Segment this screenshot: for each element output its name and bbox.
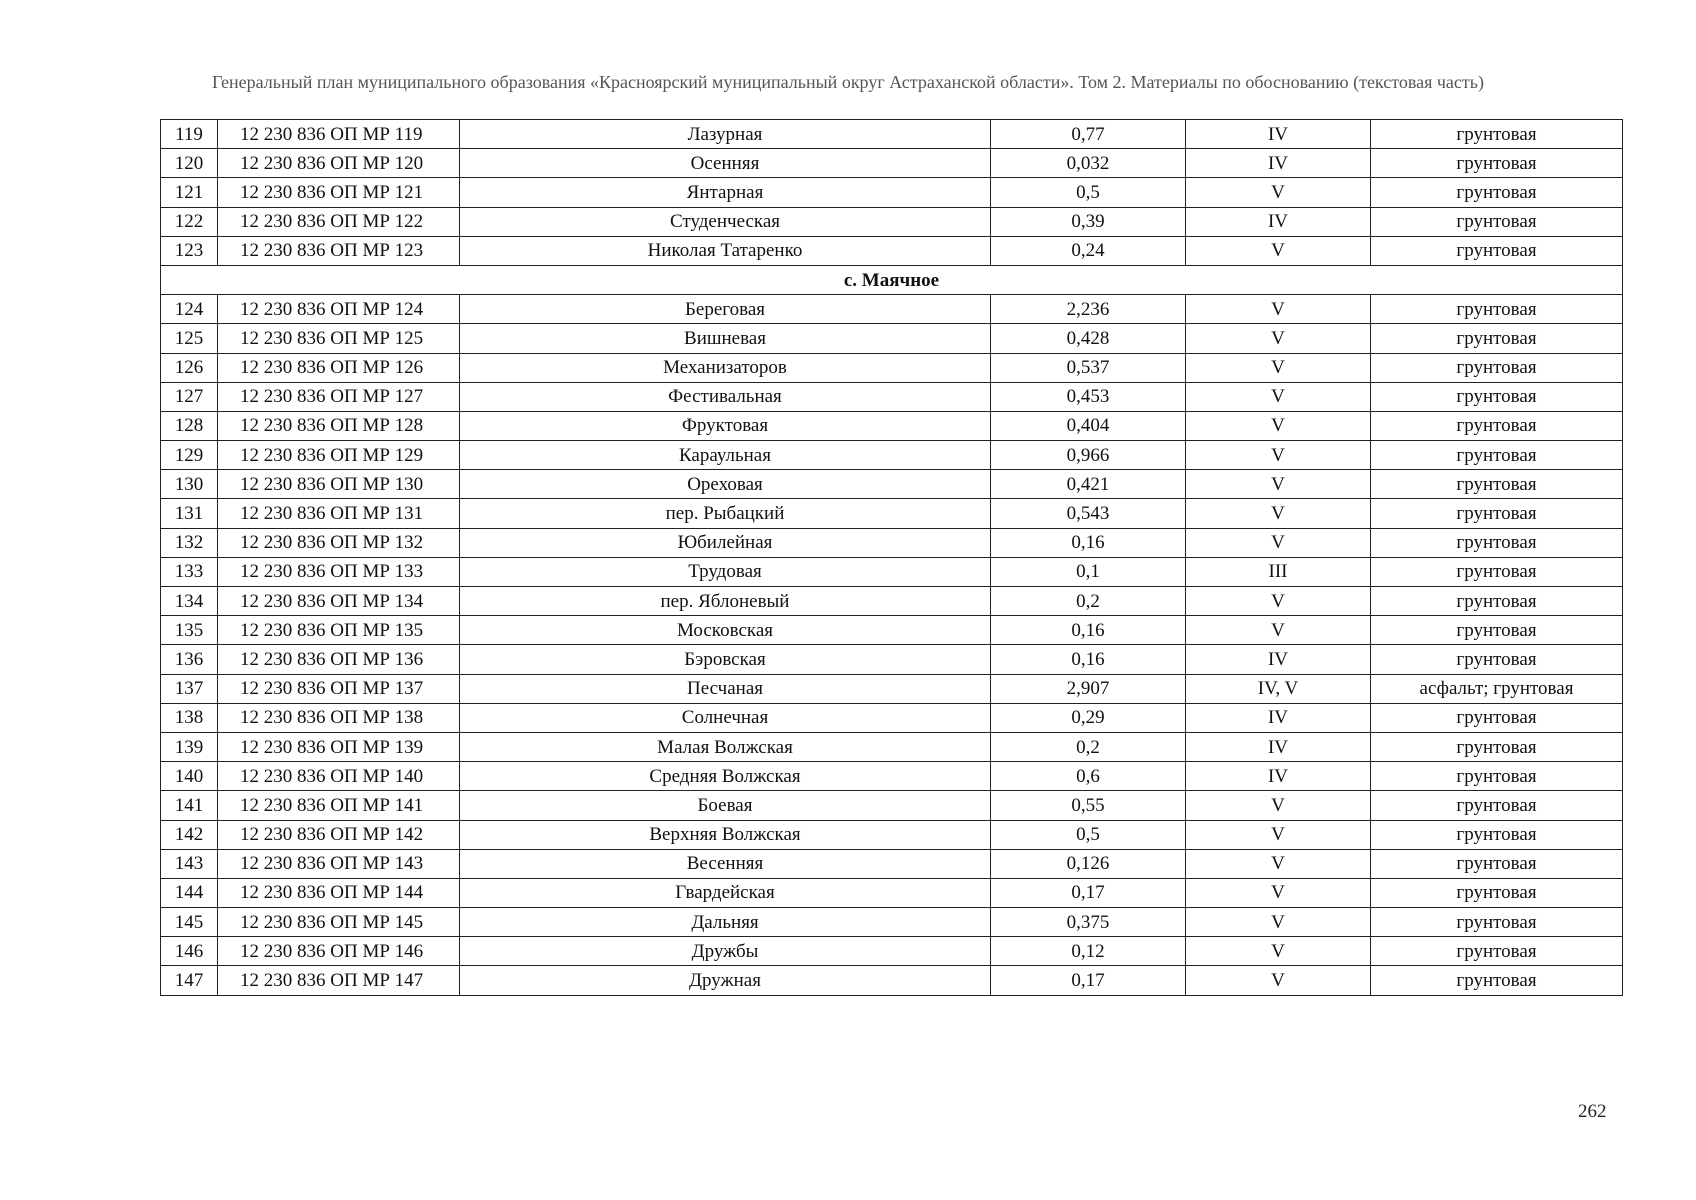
category-cell: V (1186, 178, 1371, 207)
row-number-cell: 120 (161, 149, 218, 178)
row-number-cell: 121 (161, 178, 218, 207)
street-name-cell: пер. Рыбацкий (460, 499, 991, 528)
table-row (161, 295, 1623, 324)
category-cell: V (1186, 616, 1371, 645)
table-row (161, 703, 1623, 732)
category-cell: V (1186, 411, 1371, 440)
category-cell: V (1186, 382, 1371, 411)
table-row (161, 908, 1623, 937)
road-id-cell: 12 230 836 ОП МР 122 (218, 207, 460, 236)
street-name-cell: пер. Яблоневый (460, 587, 991, 616)
category-cell: V (1186, 908, 1371, 937)
length-cell: 0,17 (991, 878, 1186, 907)
length-cell: 0,375 (991, 908, 1186, 937)
length-cell: 0,5 (991, 820, 1186, 849)
street-name-cell: Механизаторов (460, 353, 991, 382)
table-row (161, 645, 1623, 674)
row-number-cell: 135 (161, 616, 218, 645)
table-body (161, 120, 1623, 996)
road-id-cell: 12 230 836 ОП МР 141 (218, 791, 460, 820)
row-number-cell: 146 (161, 937, 218, 966)
length-cell: 2,907 (991, 674, 1186, 703)
category-cell: V (1186, 820, 1371, 849)
road-id-cell: 12 230 836 ОП МР 125 (218, 324, 460, 353)
length-cell: 0,126 (991, 849, 1186, 878)
table-row (161, 499, 1623, 528)
category-cell: V (1186, 849, 1371, 878)
length-cell: 2,236 (991, 295, 1186, 324)
table-row (161, 236, 1623, 265)
length-cell: 0,428 (991, 324, 1186, 353)
row-number-cell: 139 (161, 732, 218, 761)
street-name-cell: Янтарная (460, 178, 991, 207)
table-row (161, 849, 1623, 878)
category-cell: V (1186, 353, 1371, 382)
road-id-cell: 12 230 836 ОП МР 140 (218, 762, 460, 791)
length-cell: 0,17 (991, 966, 1186, 995)
row-number-cell: 127 (161, 382, 218, 411)
row-number-cell: 129 (161, 441, 218, 470)
roads-table (160, 119, 1623, 996)
street-name-cell: Ореховая (460, 470, 991, 499)
table-row (161, 587, 1623, 616)
row-number-cell: 130 (161, 470, 218, 499)
length-cell: 0,39 (991, 207, 1186, 236)
road-id-cell: 12 230 836 ОП МР 146 (218, 937, 460, 966)
street-name-cell: Николая Татаренко (460, 236, 991, 265)
length-cell: 0,12 (991, 937, 1186, 966)
street-name-cell: Фруктовая (460, 411, 991, 440)
table-row (161, 732, 1623, 761)
surface-cell: грунтовая (1371, 703, 1623, 732)
table-row (161, 353, 1623, 382)
row-number-cell: 133 (161, 557, 218, 586)
surface-cell: грунтовая (1371, 732, 1623, 761)
category-cell: IV (1186, 149, 1371, 178)
category-cell: V (1186, 587, 1371, 616)
row-number-cell: 123 (161, 236, 218, 265)
row-number-cell: 134 (161, 587, 218, 616)
street-name-cell: Береговая (460, 295, 991, 324)
table-row (161, 966, 1623, 995)
table-row (161, 937, 1623, 966)
length-cell: 0,16 (991, 616, 1186, 645)
road-id-cell: 12 230 836 ОП МР 130 (218, 470, 460, 499)
road-id-cell: 12 230 836 ОП МР 120 (218, 149, 460, 178)
surface-cell: грунтовая (1371, 762, 1623, 791)
road-id-cell: 12 230 836 ОП МР 144 (218, 878, 460, 907)
surface-cell: грунтовая (1371, 820, 1623, 849)
length-cell: 0,55 (991, 791, 1186, 820)
category-cell: V (1186, 791, 1371, 820)
length-cell: 0,16 (991, 645, 1186, 674)
road-id-cell: 12 230 836 ОП МР 124 (218, 295, 460, 324)
street-name-cell: Средняя Волжская (460, 762, 991, 791)
row-number-cell: 138 (161, 703, 218, 732)
category-cell: V (1186, 528, 1371, 557)
surface-cell: грунтовая (1371, 908, 1623, 937)
table-row (161, 382, 1623, 411)
row-number-cell: 144 (161, 878, 218, 907)
row-number-cell: 141 (161, 791, 218, 820)
row-number-cell: 143 (161, 849, 218, 878)
surface-cell: грунтовая (1371, 207, 1623, 236)
category-cell: IV (1186, 207, 1371, 236)
street-name-cell: Юбилейная (460, 528, 991, 557)
length-cell: 0,543 (991, 499, 1186, 528)
length-cell: 0,404 (991, 411, 1186, 440)
street-name-cell: Студенческая (460, 207, 991, 236)
surface-cell: грунтовая (1371, 966, 1623, 995)
row-number-cell: 128 (161, 411, 218, 440)
road-id-cell: 12 230 836 ОП МР 134 (218, 587, 460, 616)
length-cell: 0,453 (991, 382, 1186, 411)
category-cell: IV (1186, 762, 1371, 791)
street-name-cell: Фестивальная (460, 382, 991, 411)
row-number-cell: 132 (161, 528, 218, 557)
length-cell: 0,24 (991, 236, 1186, 265)
category-cell: V (1186, 441, 1371, 470)
road-id-cell: 12 230 836 ОП МР 126 (218, 353, 460, 382)
length-cell: 0,6 (991, 762, 1186, 791)
street-name-cell: Бэровская (460, 645, 991, 674)
table-row (161, 762, 1623, 791)
row-number-cell: 137 (161, 674, 218, 703)
table-row (161, 149, 1623, 178)
road-id-cell: 12 230 836 ОП МР 133 (218, 557, 460, 586)
row-number-cell: 145 (161, 908, 218, 937)
surface-cell: грунтовая (1371, 499, 1623, 528)
table-row (161, 441, 1623, 470)
length-cell: 0,5 (991, 178, 1186, 207)
section-title: с. Маячное (161, 265, 1623, 294)
surface-cell: грунтовая (1371, 528, 1623, 557)
category-cell: IV (1186, 732, 1371, 761)
street-name-cell: Верхняя Волжская (460, 820, 991, 849)
street-name-cell: Вишневая (460, 324, 991, 353)
surface-cell: грунтовая (1371, 878, 1623, 907)
row-number-cell: 125 (161, 324, 218, 353)
surface-cell: грунтовая (1371, 324, 1623, 353)
row-number-cell: 119 (161, 120, 218, 149)
street-name-cell: Дружбы (460, 937, 991, 966)
section-row (161, 265, 1623, 294)
row-number-cell: 142 (161, 820, 218, 849)
road-id-cell: 12 230 836 ОП МР 139 (218, 732, 460, 761)
category-cell: V (1186, 937, 1371, 966)
table-row (161, 120, 1623, 149)
row-number-cell: 140 (161, 762, 218, 791)
surface-cell: грунтовая (1371, 587, 1623, 616)
row-number-cell: 136 (161, 645, 218, 674)
surface-cell: грунтовая (1371, 353, 1623, 382)
road-id-cell: 12 230 836 ОП МР 119 (218, 120, 460, 149)
category-cell: IV (1186, 703, 1371, 732)
row-number-cell: 131 (161, 499, 218, 528)
road-id-cell: 12 230 836 ОП МР 145 (218, 908, 460, 937)
street-name-cell: Осенняя (460, 149, 991, 178)
road-id-cell: 12 230 836 ОП МР 147 (218, 966, 460, 995)
road-id-cell: 12 230 836 ОП МР 138 (218, 703, 460, 732)
length-cell: 0,2 (991, 732, 1186, 761)
table-row (161, 878, 1623, 907)
category-cell: IV (1186, 645, 1371, 674)
surface-cell: грунтовая (1371, 849, 1623, 878)
road-id-cell: 12 230 836 ОП МР 127 (218, 382, 460, 411)
street-name-cell: Лазурная (460, 120, 991, 149)
street-name-cell: Дружная (460, 966, 991, 995)
surface-cell: грунтовая (1371, 645, 1623, 674)
road-id-cell: 12 230 836 ОП МР 142 (218, 820, 460, 849)
surface-cell: грунтовая (1371, 295, 1623, 324)
category-cell: V (1186, 236, 1371, 265)
road-id-cell: 12 230 836 ОП МР 121 (218, 178, 460, 207)
length-cell: 0,29 (991, 703, 1186, 732)
table-row (161, 470, 1623, 499)
category-cell: IV (1186, 120, 1371, 149)
road-id-cell: 12 230 836 ОП МР 131 (218, 499, 460, 528)
length-cell: 0,032 (991, 149, 1186, 178)
street-name-cell: Солнечная (460, 703, 991, 732)
street-name-cell: Караульная (460, 441, 991, 470)
row-number-cell: 122 (161, 207, 218, 236)
surface-cell: грунтовая (1371, 791, 1623, 820)
length-cell: 0,2 (991, 587, 1186, 616)
page-header: Генеральный план муниципального образования «Красноярский муниципальный округ Астраханской области». Том 2. Материалы по обоснованию (текстовая часть) (212, 72, 1484, 92)
category-cell: III (1186, 557, 1371, 586)
surface-cell: грунтовая (1371, 616, 1623, 645)
street-name-cell: Малая Волжская (460, 732, 991, 761)
table-row (161, 178, 1623, 207)
surface-cell: грунтовая (1371, 382, 1623, 411)
category-cell: V (1186, 470, 1371, 499)
table-row (161, 411, 1623, 440)
road-id-cell: 12 230 836 ОП МР 129 (218, 441, 460, 470)
surface-cell: грунтовая (1371, 441, 1623, 470)
surface-cell: грунтовая (1371, 178, 1623, 207)
street-name-cell: Трудовая (460, 557, 991, 586)
road-id-cell: 12 230 836 ОП МР 143 (218, 849, 460, 878)
surface-cell: грунтовая (1371, 557, 1623, 586)
road-id-cell: 12 230 836 ОП МР 123 (218, 236, 460, 265)
table-row (161, 820, 1623, 849)
street-name-cell: Весенняя (460, 849, 991, 878)
table-row (161, 791, 1623, 820)
length-cell: 0,421 (991, 470, 1186, 499)
length-cell: 0,537 (991, 353, 1186, 382)
length-cell: 0,77 (991, 120, 1186, 149)
street-name-cell: Песчаная (460, 674, 991, 703)
road-id-cell: 12 230 836 ОП МР 128 (218, 411, 460, 440)
row-number-cell: 126 (161, 353, 218, 382)
length-cell: 0,966 (991, 441, 1186, 470)
table-row (161, 324, 1623, 353)
road-id-cell: 12 230 836 ОП МР 135 (218, 616, 460, 645)
length-cell: 0,1 (991, 557, 1186, 586)
table-row (161, 528, 1623, 557)
length-cell: 0,16 (991, 528, 1186, 557)
row-number-cell: 124 (161, 295, 218, 324)
surface-cell: грунтовая (1371, 120, 1623, 149)
road-id-cell: 12 230 836 ОП МР 132 (218, 528, 460, 557)
page-number: 262 (1578, 1101, 1607, 1122)
surface-cell: грунтовая (1371, 937, 1623, 966)
category-cell: V (1186, 966, 1371, 995)
category-cell: V (1186, 878, 1371, 907)
surface-cell: грунтовая (1371, 236, 1623, 265)
street-name-cell: Дальняя (460, 908, 991, 937)
surface-cell: асфальт; грунтовая (1371, 674, 1623, 703)
street-name-cell: Гвардейская (460, 878, 991, 907)
road-id-cell: 12 230 836 ОП МР 137 (218, 674, 460, 703)
category-cell: V (1186, 499, 1371, 528)
category-cell: V (1186, 324, 1371, 353)
surface-cell: грунтовая (1371, 470, 1623, 499)
street-name-cell: Московская (460, 616, 991, 645)
street-name-cell: Боевая (460, 791, 991, 820)
category-cell: V (1186, 295, 1371, 324)
row-number-cell: 147 (161, 966, 218, 995)
road-id-cell: 12 230 836 ОП МР 136 (218, 645, 460, 674)
table-row (161, 674, 1623, 703)
table-row (161, 557, 1623, 586)
category-cell: IV, V (1186, 674, 1371, 703)
surface-cell: грунтовая (1371, 149, 1623, 178)
table-row (161, 616, 1623, 645)
surface-cell: грунтовая (1371, 411, 1623, 440)
table-row (161, 207, 1623, 236)
